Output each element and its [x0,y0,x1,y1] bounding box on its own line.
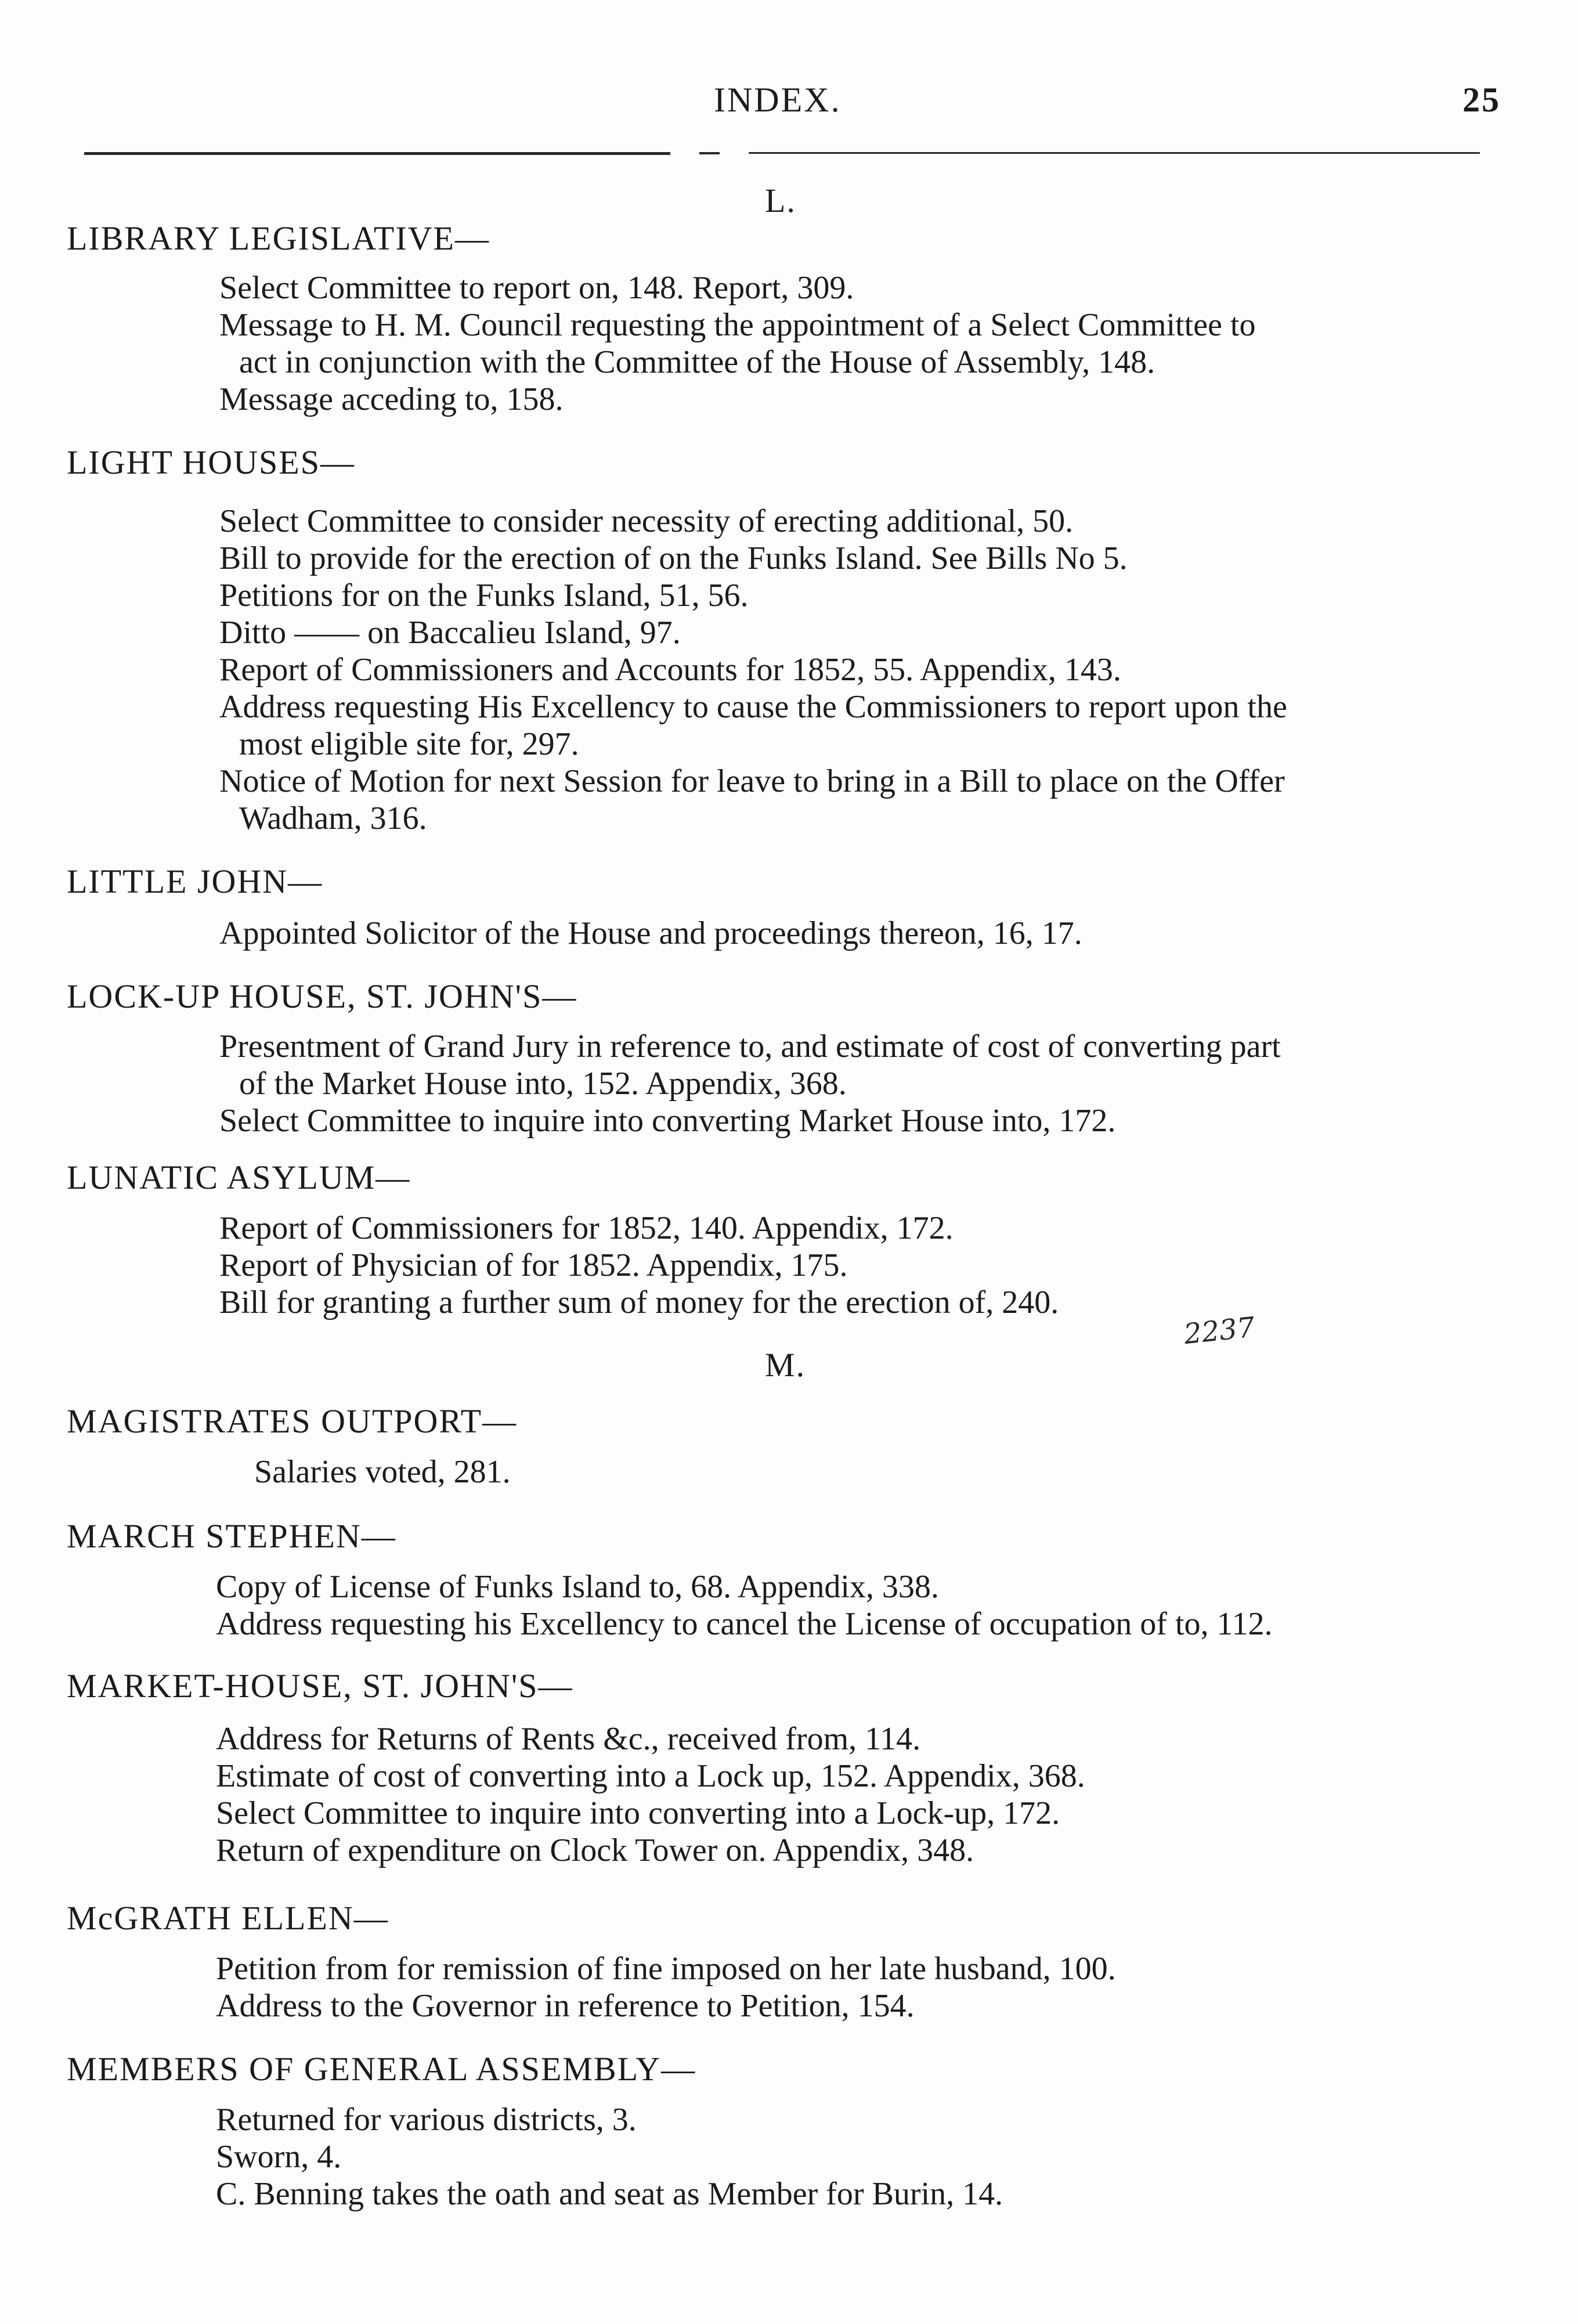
entry-heading: MARKET-HOUSE, ST. JOHN'S— [67,1667,573,1705]
header-rule [84,152,670,155]
header-rule [699,152,720,154]
running-head [0,80,1578,127]
page-title: INDEX. [714,81,842,119]
header-rule [749,152,1480,154]
entry-heading: LUNATIC ASYLUM— [67,1159,411,1196]
entry-line: Report of Commissioners and Accounts for 1852, 55. Appendix, 143. [219,652,1121,688]
entry-heading: LIGHT HOUSES— [67,443,355,481]
entry-line: Message acceding to, 158. [219,381,564,417]
entry-line: Address for Returns of Rents &c., received from, 114. [216,1721,921,1757]
entry-line: of the Market House into, 152. Appendix, 368. [239,1066,847,1102]
entry-line: Returned for various districts, 3. [216,2102,637,2138]
entry-line: Address requesting His Excellency to cause the Commissioners to report upon the [219,689,1287,725]
entry-line: Copy of License of Funks Island to, 68. Appendix, 338. [216,1569,939,1605]
entry-line: Wadham, 316. [239,800,427,836]
entry-line: Select Committee to inquire into converting into a Lock-up, 172. [216,1795,1060,1831]
entry-line: Select Committee to inquire into converting Market House into, 172. [219,1103,1116,1139]
entry-line: Notice of Motion for next Session for leave to bring in a Bill to place on the Offer [219,763,1285,799]
entry-heading: LIBRARY LEGISLATIVE— [67,219,490,257]
entry-line: Address to the Governor in reference to Petition, 154. [216,1988,915,2024]
section-letter: L. [765,182,796,219]
entry-line: Return of expenditure on Clock Tower on. Appendix, 348. [216,1832,974,1868]
entry-line: Address requesting his Excellency to cancel the License of occupation of to, 112. [216,1606,1273,1642]
entry-line: Salaries voted, 281. [254,1454,511,1490]
entry-line: Message to H. M. Council requesting the appointment of a Select Committee to [219,307,1256,343]
entry-heading: MARCH STEPHEN— [67,1517,396,1555]
page-number: 25 [1463,81,1501,119]
entry-line: Sworn, 4. [216,2139,342,2175]
entry-heading: LITTLE JOHN— [67,863,323,900]
entry-heading: McGRATH ELLEN— [67,1899,389,1937]
entry-heading: LOCK-UP HOUSE, ST. JOHN'S— [67,977,577,1015]
handwritten-note: 2237 [1182,1311,1256,1351]
entry-line: Appointed Solicitor of the House and proceedings thereon, 16, 17. [219,915,1082,951]
entry-line: Ditto —— on Baccalieu Island, 97. [219,615,681,651]
entry-line: most eligible site for, 297. [239,726,579,762]
entry-line: Petitions for on the Funks Island, 51, 56. [219,578,749,614]
entry-heading: MAGISTRATES OUTPORT— [67,1402,518,1440]
entry-line: Select Committee to report on, 148. Report, 309. [219,270,854,306]
entry-line: Presentment of Grand Jury in reference to, and estimate of cost of converting part [219,1029,1281,1064]
entry-line: Select Committee to consider necessity of erecting additional, 50. [219,503,1074,539]
entry-line: Report of Commissioners for 1852, 140. Appendix, 172. [219,1210,954,1246]
entry-heading: MEMBERS OF GENERAL ASSEMBLY— [67,2050,696,2088]
entry-line: Estimate of cost of converting into a Lock up, 152. Appendix, 368. [216,1758,1085,1794]
entry-line: Bill to provide for the erection of on the Funks Island. See Bills No 5. [219,540,1128,576]
entry-line: Report of Physician of for 1852. Appendix, 175. [219,1247,848,1283]
entry-line: Bill for granting a further sum of money for the erection of, 240. [219,1284,1059,1320]
section-letter: M. [765,1346,806,1384]
entry-line: act in conjunction with the Committee of the House of Assembly, 148. [239,344,1155,380]
entry-line: Petition from for remission of fine imposed on her late husband, 100. [216,1951,1116,1987]
entry-line: C. Benning takes the oath and seat as Member for Burin, 14. [216,2176,1003,2212]
